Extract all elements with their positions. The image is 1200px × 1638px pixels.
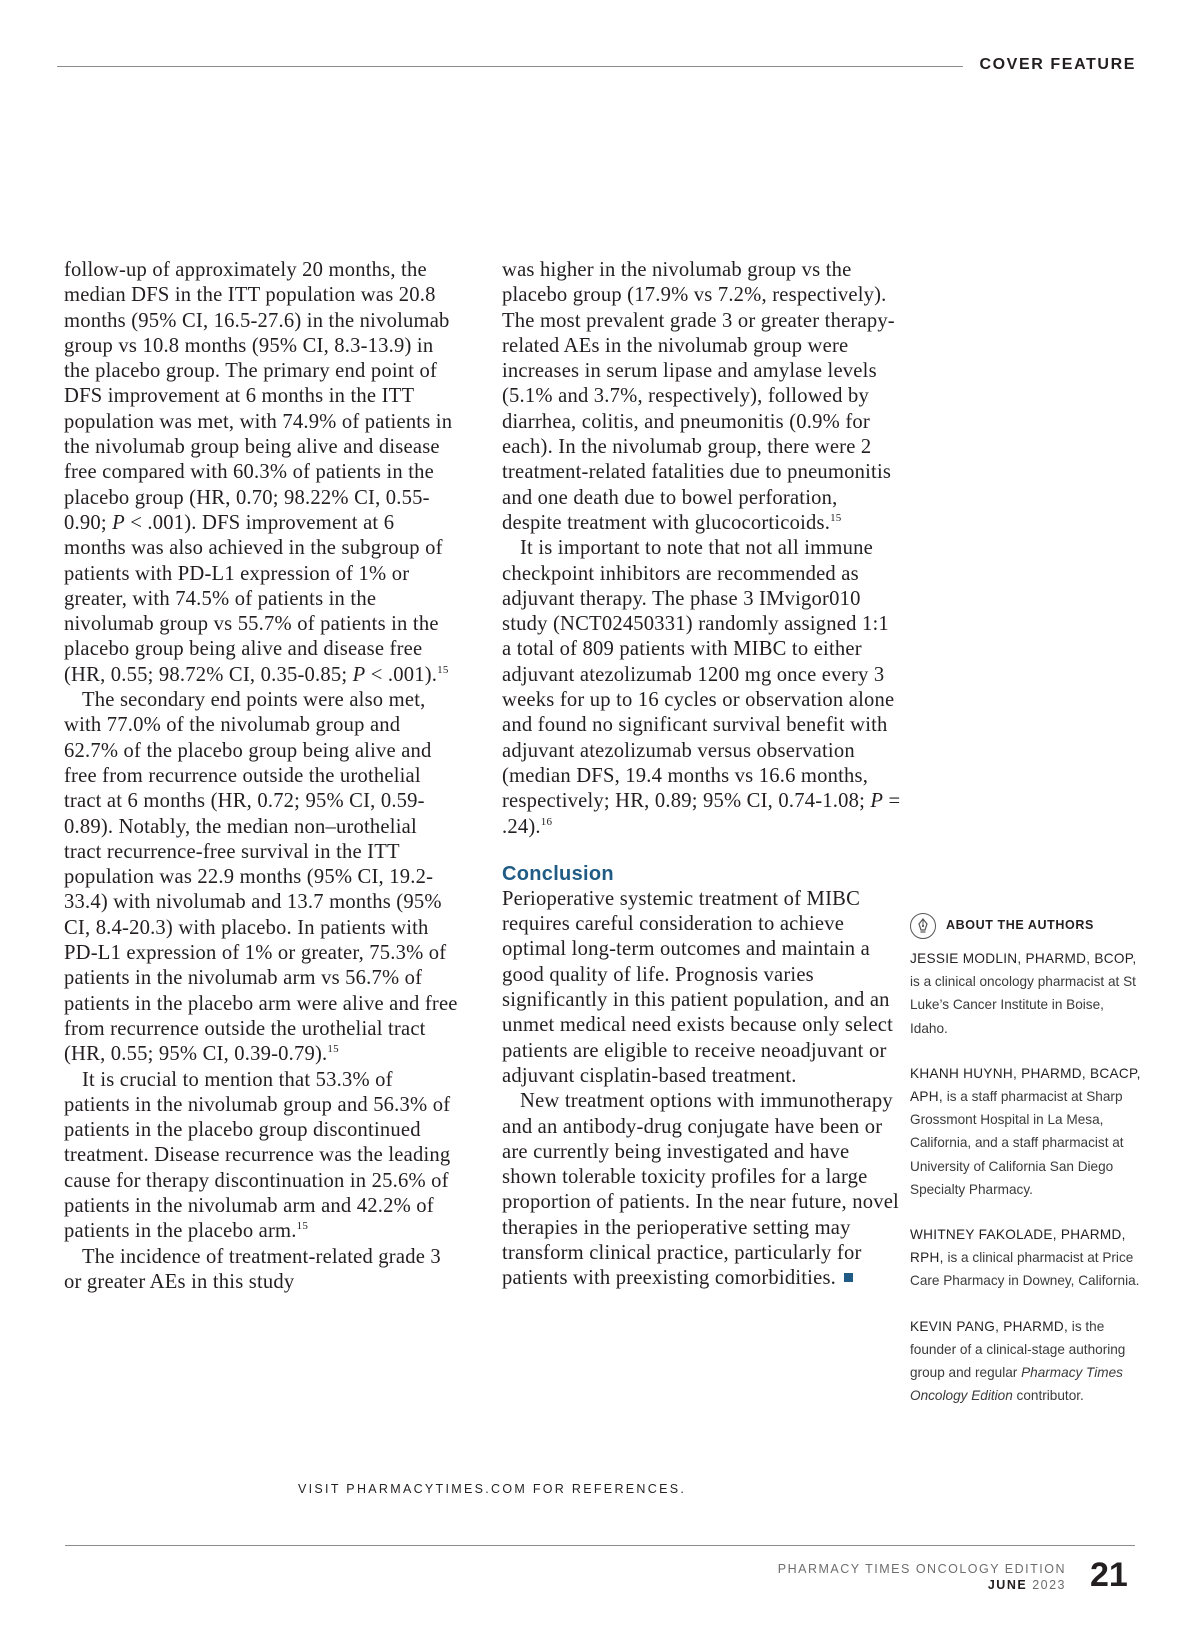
- publication-title: Pharmacy Times Oncology Edition: [910, 1365, 1123, 1404]
- header-rule: [57, 66, 963, 67]
- paragraph: New treatment options with immunotherapy and an antibody-drug conjugate have been or are currently being investigated and have shown tolerable toxicity profiles for a large proportion of patients. In the near future, novel therapies in the perioperative setting may transform clinical practice, particularly for patients with preexisting comorbidities.: [502, 1090, 899, 1290]
- citation: 15: [296, 1220, 309, 1233]
- citation: 15: [437, 663, 449, 676]
- author-name: KHANH HUYNH, PHARMD, BCACP, APH,: [910, 1065, 1141, 1105]
- end-mark-icon: [844, 1273, 853, 1282]
- footer-rule: [65, 1545, 1135, 1546]
- paragraph: The secondary end points were also met, with 77.0% of the nivolumab group and 62.7% of the placebo group being alive and free from recurrence outside the urothelial tract at 6 months (HR, 0.72; 95% CI, 0.59-0.89). Notably, the median non–urothelial tract recurrence-free survival in the ITT population was 22.9 months (95% CI, 19.2-33.4) with nivolumab and 13.7 months (95% CI, 8.4-20.3) with placebo. In patients with PD-L1 expression of 1% or greater, 75.3% of patients in the nivolumab arm vs 56.7% of patients in the placebo arm were alive and free from recurrence outside the urothelial tract (HR, 0.55; 95% CI, 0.39-0.79).$^{15}$: [64, 689, 458, 1066]
- author-name: KEVIN PANG, PHARMD,: [910, 1318, 1069, 1334]
- author-description: is the founder of a clinical-stage authoring group and regular: [910, 1318, 1126, 1381]
- references-note: VISIT PHARMACYTIMES.COM FOR REFERENCES.: [298, 1482, 687, 1496]
- footer-issue-date: [880, 1578, 1066, 1593]
- paragraph: follow-up of approximately 20 months, the median DFS in the ITT population was 20.8 months (95% CI, 16.5-27.6) in the nivolumab group vs 10.8 months (95% CI, 8.3-13.9) in the placebo group. The primary end point of DFS improvement at 6 months in the ITT population was met, with 74.9% of patients in the nivolumab group being alive and disease free compared with 60.3% of patients in the placebo group (HR, 0.70; 98.22% CI, 0.55-0.90; P < .001). DFS improvement at 6 months was also achieved in the subgroup of patients with PD-L1 expression of 1% or greater, with 74.5% of patients in the nivolumab group vs 55.7% of patients in the placebo group being alive and disease free (HR, 0.55; 98.72% CI, 0.35-0.85; P < .001).$^{15}$: [64, 259, 453, 686]
- left-column: [64, 258, 459, 1295]
- footer-month: JUNE: [987, 1578, 1028, 1592]
- author-bio: [910, 1062, 1142, 1201]
- citation: 15: [327, 1043, 339, 1056]
- pen-icon: [910, 913, 936, 939]
- author-bio: [910, 1223, 1142, 1293]
- paragraph: was higher in the nivolumab group vs the placebo group (17.9% vs 7.2%, respectively). The most prevalent grade 3 or greater therapy-related AEs in the nivolumab group were increases in serum lipase and amylase levels (5.1% and 3.7%, respectively), followed by diarrhea, colitis, and pneumonitis (0.9% for each). In the nivolumab group, there were 2 treatment-related fatalities due to pneumonitis and one death due to bowel perforation, despite treatment with glucocorticoids.$^{15}$: [502, 259, 895, 534]
- paragraph: It is crucial to mention that 53.3% of patients in the nivolumab group and 56.3% of patients in the placebo group discontinued treatment. Disease recurrence was the leading cause for therapy discontinuation in 25.6% of patients in the nivolumab arm and 42.2% of patients in the placebo arm.$^{15}$: [64, 1068, 451, 1243]
- page-number: 21: [1090, 1556, 1128, 1594]
- author-bio: [910, 1315, 1142, 1408]
- citation: 15: [830, 512, 842, 525]
- footer-year: 2023: [1032, 1578, 1066, 1592]
- author-description: is a clinical pharmacist at Price Care Pharmacy in Downey, California.: [910, 1250, 1140, 1289]
- about-header: [910, 913, 1142, 939]
- section-heading: Conclusion: [502, 862, 614, 885]
- footer-publication: PHARMACY TIMES ONCOLOGY EDITION: [777, 1562, 1066, 1576]
- paragraph: It is important to note that not all immune checkpoint inhibitors are recommended as adjuvant therapy. The phase 3 IMvigor010 study (NCT02450331) randomly assigned 1:1 a total of 809 patients with MIBC to either adjuvant atezolizumab 1200 mg once every 3 weeks for up to 16 cycles or observation alone and found no significant survival benefit with adjuvant atezolizumab versus observation (median DFS, 19.4 months vs 16.6 months, respectively; HR, 0.89; 95% CI, 0.74-1.08; P = .24).$^{16}$: [502, 537, 901, 838]
- about-the-authors: [910, 913, 1142, 1429]
- paragraph: The incidence of treatment-related grade 3 or greater AEs in this study: [64, 1245, 441, 1293]
- author-name: WHITNEY FAKOLADE, PHARMD, RPH,: [910, 1227, 1126, 1266]
- citation: 16: [540, 815, 553, 828]
- middle-column: [502, 258, 902, 1292]
- author-bio: [910, 947, 1142, 1040]
- about-title: ABOUT THE AUTHORS: [946, 918, 1094, 933]
- paragraph: Perioperative systemic treatment of MIBC requires careful consideration to achieve optimal long-term outcomes and maintain a good quality of life. Prognosis varies significantly in this patient population, and an unmet medical need exists because only select patients are eligible to receive neoadjuvant or adjuvant cisplatin-based treatment.: [502, 887, 893, 1087]
- author-name: JESSIE MODLIN, PHARMD, BCOP,: [910, 951, 1137, 966]
- section-label: COVER FEATURE: [979, 56, 1136, 73]
- author-description: is a staff pharmacist at Sharp Grossmont Hospital in La Mesa, California, and a staff pharmacist at University of California San Diego Specialty Pharmacy.: [910, 1089, 1124, 1197]
- author-description: contributor.: [1012, 1388, 1084, 1404]
- author-description: is a clinical oncology pharmacist at St Luke’s Cancer Institute in Boise, Idaho.: [910, 974, 1136, 1036]
